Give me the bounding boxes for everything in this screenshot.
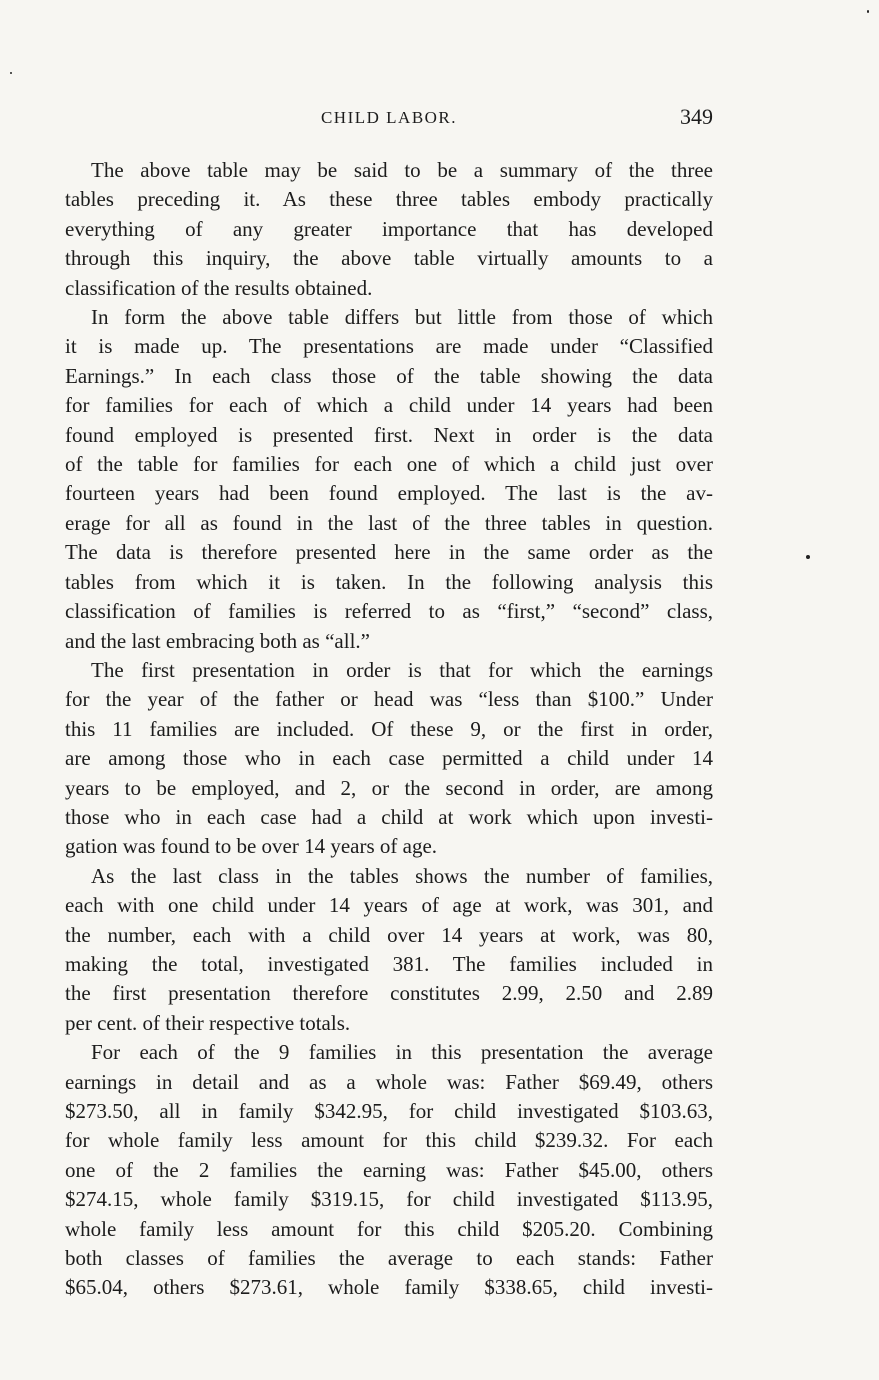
text-line: classification of families is referred to as “first,” “second” class, [65, 599, 713, 624]
scan-speck [10, 72, 12, 74]
scan-speck [806, 555, 810, 559]
text-line: per cent. of their respective totals. [65, 1010, 351, 1035]
text-line: for families for each of which a child under 14 years had been [65, 393, 713, 418]
text-line: gation was found to be over 14 years of age. [65, 834, 438, 859]
text-line: For each of the 9 families in this presentation the average [91, 1040, 713, 1065]
text-line: and the last embracing both as “all.” [65, 628, 370, 653]
text-line: each with one child under 14 years of age at work, was 301, and [65, 893, 713, 918]
scan-speck [867, 10, 869, 13]
text-line: one of the 2 families the earning was: Father $45.00, others [65, 1157, 713, 1182]
text-line: $274.15, whole family $319.15, for child investigated $113.95, [65, 1187, 713, 1212]
text-line: tables from which it is taken. In the following analysis this [65, 569, 713, 594]
text-line: tables preceding it. As these three tables embody practically [65, 187, 713, 212]
text-line: are among those who in each case permitted a child under 14 [65, 746, 713, 771]
paragraph-earnings [65, 1038, 713, 1303]
text-line: years to be employed, and 2, or the second in order, are among [65, 775, 713, 800]
text-line: through this inquiry, the above table virtually amounts to a [65, 246, 713, 271]
text-line: classification of the results obtained. [65, 275, 373, 300]
text-line: the number, each with a child over 14 years at work, was 80, [65, 922, 713, 947]
text-line: the first presentation therefore constitutes 2.99, 2.50 and 2.89 [65, 981, 713, 1006]
text-line: Earnings.” In each class those of the table showing the data [65, 363, 713, 388]
page-number: 349 [680, 104, 713, 129]
text-line: found employed is presented first. Next in order is the data [65, 422, 713, 447]
text-line: for the year of the father or head was “less than $100.” Under [65, 687, 713, 712]
paragraph-summary [65, 156, 713, 303]
text-line: In form the above table differs but little from those of which [91, 305, 713, 330]
paragraph-last-class [65, 862, 713, 1038]
text-line: both classes of families the average to each stands: Father [65, 1246, 713, 1271]
text-line: As the last class in the tables shows the number of families, [91, 863, 713, 888]
text-line: erage for all as found in the last of the three tables in question. [65, 510, 713, 535]
running-head [65, 104, 713, 134]
text-line: everything of any greater importance that has developed [65, 216, 713, 241]
body-text [65, 156, 713, 1303]
text-line: for whole family less amount for this child $239.32. For each [65, 1128, 713, 1153]
text-line: this 11 families are included. Of these 9, or the first in order, [65, 716, 713, 741]
text-line: $273.50, all in family $342.95, for child investigated $103.63, [65, 1099, 713, 1123]
paragraph-form [65, 303, 713, 656]
text-line: those who in each case had a child at work which upon investi- [65, 804, 713, 829]
text-line: fourteen years had been found employed. The last is the av- [65, 481, 713, 506]
running-title: CHILD LABOR. [320, 108, 458, 127]
text-line: of the table for families for each one of which a child just over [65, 452, 713, 477]
text-line: making the total, investigated 381. The families included in [65, 951, 713, 976]
text-line: The data is therefore presented here in the same order as the [65, 540, 713, 565]
text-line: it is made up. The presentations are made under “Classified [65, 334, 713, 359]
text-line: earnings in detail and as a whole was: Father $69.49, others [65, 1069, 713, 1094]
text-line: The above table may be said to be a summary of the three [91, 158, 713, 182]
text-line: The first presentation in order is that for which the earnings [91, 657, 713, 682]
paragraph-first-presentation [65, 656, 713, 862]
text-line: $65.04, others $273.61, whole family $338.65, child investi- [65, 1275, 713, 1300]
text-line: whole family less amount for this child $205.20. Combining [65, 1216, 713, 1241]
